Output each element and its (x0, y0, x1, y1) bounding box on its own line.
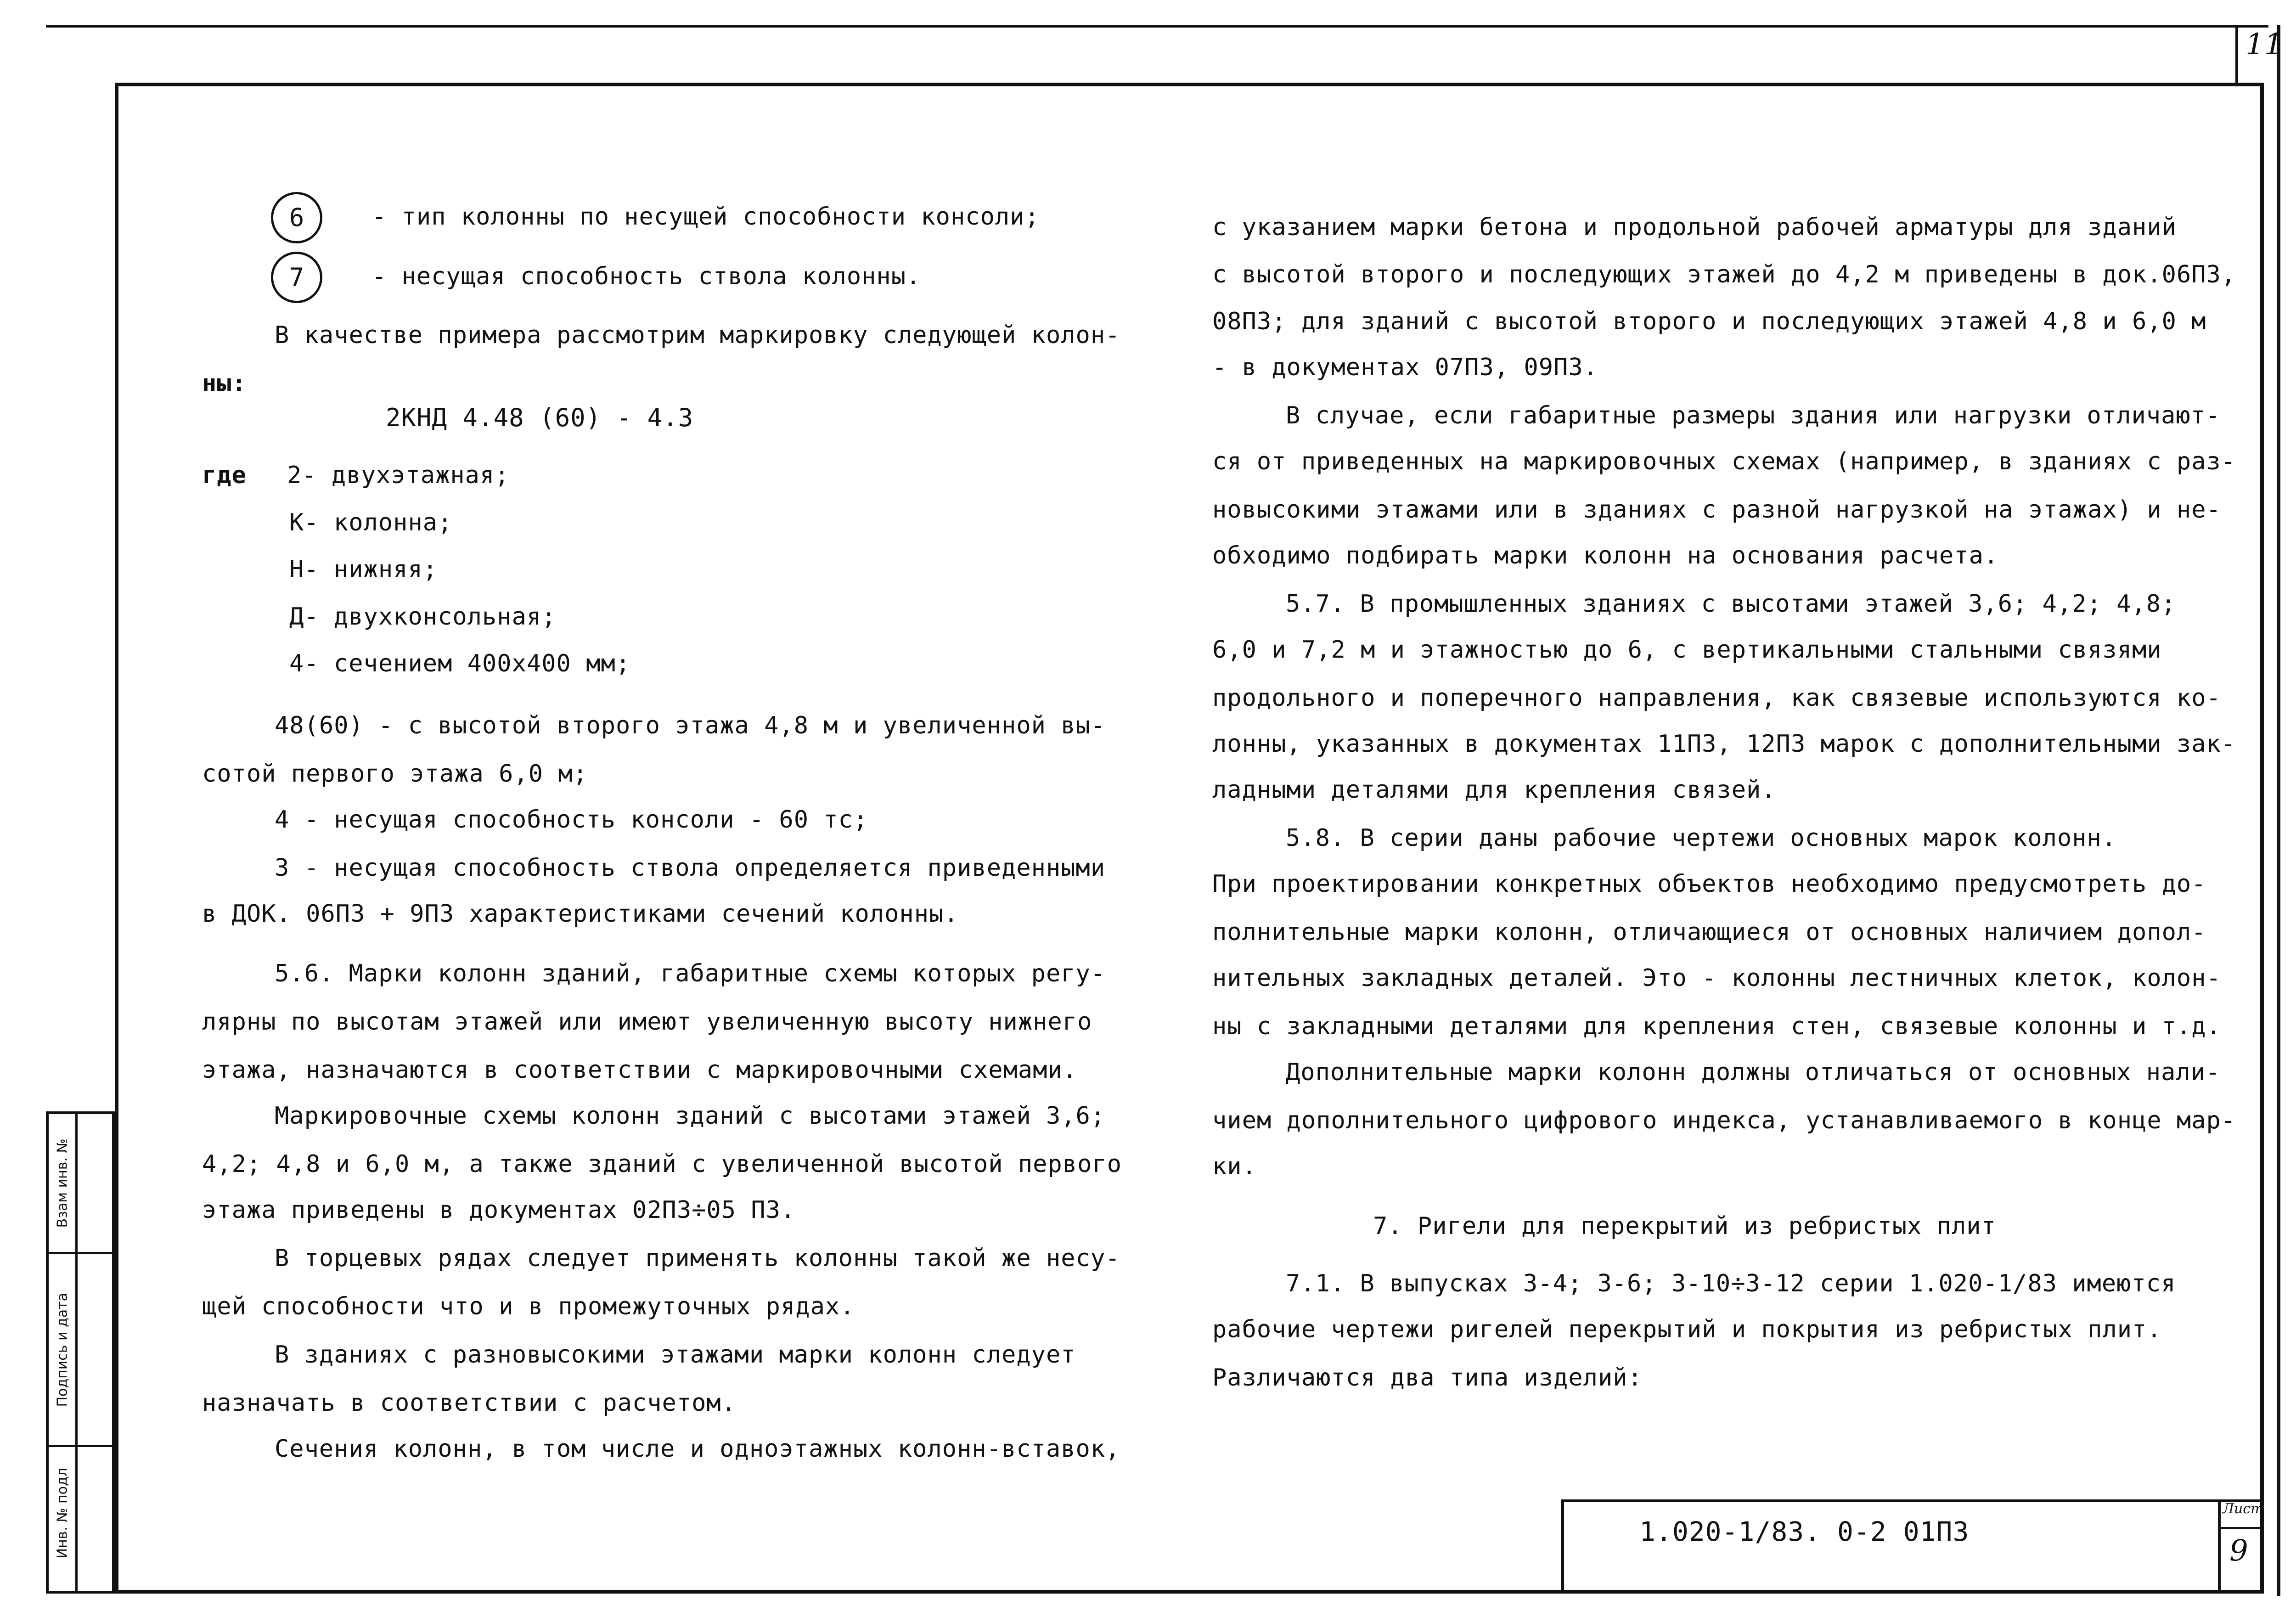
multi-height-line-2: назначать в соответствии с расчетом. (202, 1389, 737, 1417)
p3-line-1: 3 - несущая способность ствола определяется приведенными (275, 854, 1106, 882)
right-a-line-3: 08ПЗ; для зданий с высотой второго и последующих этажей 4,8 и 6,0 м (1212, 308, 2206, 335)
example-code: 2КНД 4.48 (60) - 4.3 (386, 403, 694, 432)
section-5-8-line-3: полнительные марки колонн, отличающиеся от основных наличием допол- (1212, 918, 2206, 946)
markings-line-1: Маркировочные схемы колонн зданий с высотами этажей 3,6; (275, 1102, 1106, 1130)
section-5-7-line-1: 5.7. В промышленных зданиях с высотами этажей 3,6; 4,2; 4,8; (1286, 590, 2176, 618)
right-outer-line (2277, 25, 2280, 1596)
end-rows-line-1: В торцевых рядах следует применять колонны такой же несу- (275, 1245, 1120, 1272)
where-item-3: Н- нижняя; (289, 556, 438, 583)
sheet-label: Лист (2223, 1501, 2264, 1517)
sections-line-1: Сечения колонн, в том числе и одноэтажных колонн-вставок, (275, 1435, 1120, 1463)
p4-line: 4 - несущая способность консоли - 60 тс; (275, 806, 868, 834)
document-code: 1.020-1/83. 0-2 01ПЗ (1639, 1516, 1970, 1547)
right-b-line-3: новысокими этажами или в зданиях с разной нагрузкой на этажах) и не- (1212, 496, 2221, 524)
section-5-7-line-5: ладными деталями для крепления связей. (1212, 776, 1776, 804)
right-b-line-2: ся от приведенных на маркировочных схемах (например, в зданиях с раз- (1212, 448, 2236, 475)
section-7-1-line-3: Различаются два типа изделий: (1212, 1364, 1643, 1392)
where-item-1: 2- двухэтажная; (287, 462, 510, 489)
right-a-line-1: с указанием марки бетона и продольной рабочей арматуры для зданий (1212, 214, 2177, 241)
right-a-line-2: с высотой второго и последующих этажей до 4,2 м приведены в док.06ПЗ, (1212, 261, 2236, 288)
where-label: где (202, 462, 247, 489)
section-7-1-line-1: 7.1. В выпусках 3-4; 3-6; 3-10÷3-12 серии 1.020-1/83 имеются (1286, 1270, 2176, 1297)
section-5-6-line-1: 5.6. Марки колонн зданий, габаритные схемы которых регу- (275, 960, 1106, 987)
p3-line-2: в ДОК. 06ПЗ + 9ПЗ характеристиками сечений колонны. (202, 900, 959, 928)
example-line-2: ны: (202, 370, 247, 397)
end-rows-line-2: щей способности что и в промежуточных рядах. (202, 1293, 855, 1320)
stamp-field-sign-date: Подпись и дата (54, 1293, 71, 1407)
additional-line-2: чием дополнительного цифрового индекса, устанавливаемого в конце мар- (1212, 1107, 2236, 1134)
additional-line-1: Дополнительные марки колонн должны отличаться от основных нали- (1286, 1059, 2221, 1086)
stamp-field-inv-no: Инв. № подл (54, 1468, 71, 1559)
stamp-field-replace-inv: Взам инв. № (54, 1138, 71, 1228)
markings-line-3: этажа приведены в документах 02ПЗ÷05 ПЗ. (202, 1196, 796, 1224)
section-5-7-line-2: 6,0 и 7,2 м и этажностью до 6, с вертикальными стальными связями (1212, 636, 2162, 664)
section-5-7-line-3: продольного и поперечного направления, как связевые используются ко- (1212, 684, 2221, 712)
section-5-7-line-4: лонны, указанных в документах 11ПЗ, 12ПЗ марок с дополнительными зак- (1212, 730, 2236, 758)
section-5-8-line-4: нительных закладных деталей. Это - колонны лестничных клеток, колон- (1212, 964, 2221, 992)
markings-line-2: 4,2; 4,8 и 6,0 м, а также зданий с увеличенной высотой первого (202, 1150, 1122, 1178)
item-7-text: - несущая способность ствола колонны. (372, 263, 921, 290)
section-5-8-line-1: 5.8. В серии даны рабочие чертежи основных марок колонн. (1286, 824, 2117, 852)
right-a-line-4: - в документах 07ПЗ, 09ПЗ. (1212, 354, 1598, 381)
additional-line-3: ки. (1212, 1153, 1257, 1180)
section-5-8-line-5: ны с закладными деталями для крепления стен, связевые колонны и т.д. (1212, 1013, 2221, 1040)
section-5-6-line-2: лярны по высотам этажей или имеют увеличенную высоту нижнего (202, 1008, 1092, 1036)
sheet-number: 9 (2229, 1534, 2248, 1568)
page-number-top: 11 (2245, 28, 2283, 62)
where-item-4: Д- двухконсольная; (289, 603, 557, 631)
item-6-circle: 6 (271, 192, 322, 243)
right-b-line-4: обходимо подбирать марки колонн на основания расчета. (1212, 542, 1999, 569)
side-stamp (46, 1111, 115, 1594)
example-line-1: В качестве примера рассмотрим маркировку следующей колон- (275, 321, 1120, 349)
section-7-1-line-2: рабочие чертежи ригелей перекрытий и покрытия из ребристых плит. (1212, 1316, 2162, 1343)
p48-line-1: 48(60) - с высотой второго этажа 4,8 м и увеличенной вы- (275, 712, 1106, 739)
where-item-2: К- колонна; (289, 509, 453, 536)
section-5-8-line-2: При проектировании конкретных объектов необходимо предусмотреть до- (1212, 870, 2206, 898)
right-b-line-1: В случае, если габаритные размеры здания или нагрузки отличают- (1286, 402, 2221, 429)
section-7-heading: 7. Ригели для перекрытий из ребристых плит (1373, 1212, 1996, 1240)
item-6-text: - тип колонны по несущей способности консоли; (372, 203, 1040, 231)
item-7-circle: 7 (271, 252, 322, 303)
p48-line-2: сотой первого этажа 6,0 м; (202, 760, 588, 788)
section-5-6-line-3: этажа, назначаются в соответствии с маркировочными схемами. (202, 1056, 1078, 1084)
multi-height-line-1: В зданиях с разновысокими этажами марки колонн следует (275, 1341, 1076, 1369)
top-edge-line (46, 25, 2268, 28)
where-item-5: 4- сечением 400х400 мм; (289, 650, 631, 677)
